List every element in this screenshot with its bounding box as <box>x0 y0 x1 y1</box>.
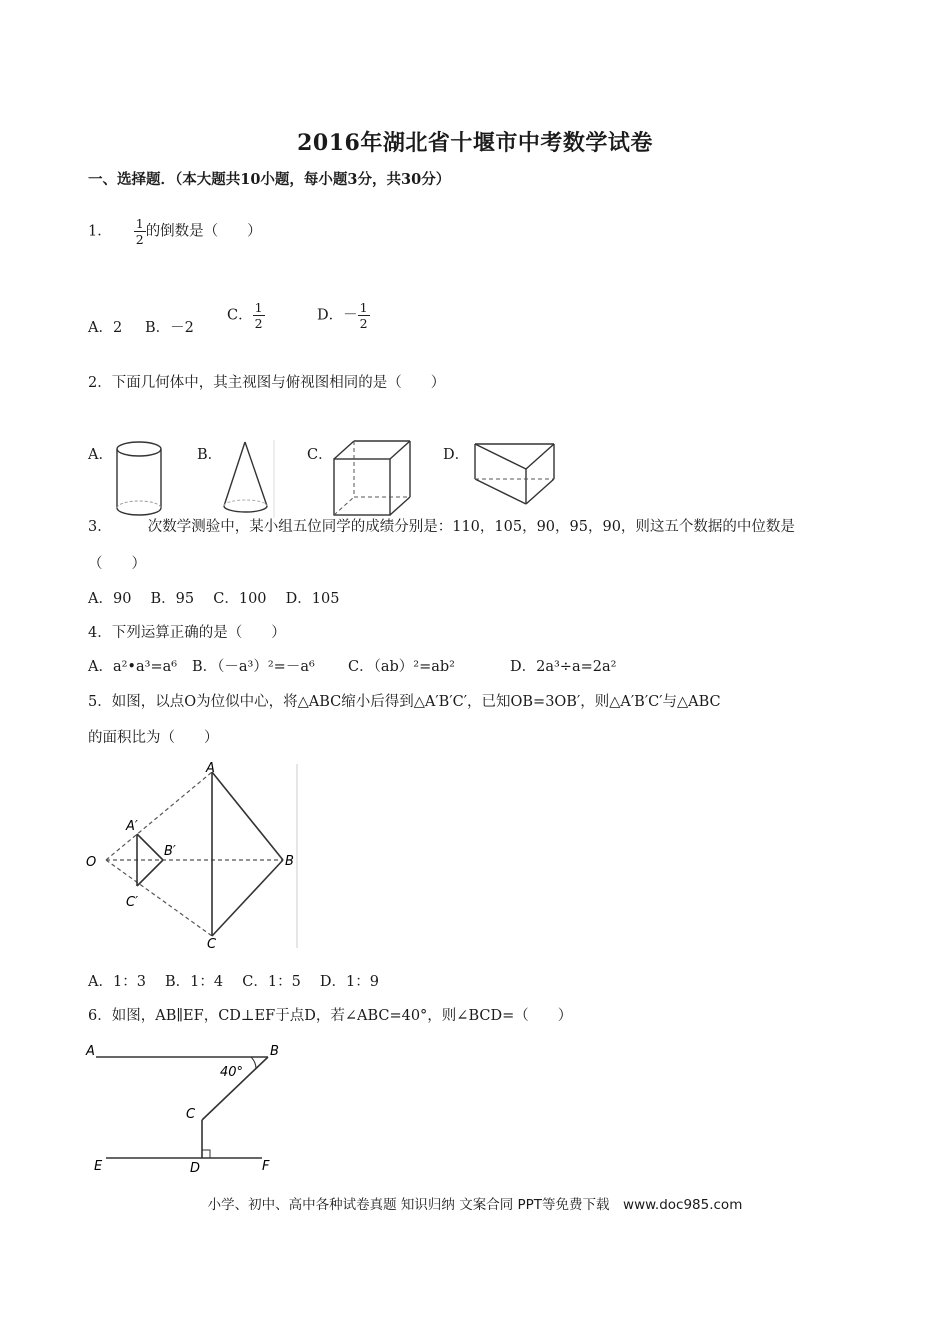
q4-option-b: B．（－a³）²=－a⁶ <box>192 659 315 675</box>
label-b: B <box>270 1044 279 1059</box>
label-c: C <box>186 1107 196 1122</box>
question-text: 次数学测验中，某小组五位同学的成绩分别是：110，105，90，95，90，则这五个数据的中位数是 <box>147 519 795 535</box>
question-5-line-1: 5．如图，以点O为位似中心，将△ABC缩小后得到△A′B′C′，已知OB=3OB′，则△A′B′C′与△ABC <box>88 694 721 710</box>
question-2: 2．下面几何体中，其主视图与俯视图相同的是（ ） <box>88 375 446 391</box>
label-o: O <box>86 855 97 870</box>
cylinder-figure <box>110 436 170 524</box>
triangular-prism-figure <box>466 438 561 508</box>
q2-option-d: D． <box>443 447 470 463</box>
q5-options: A．1：3 B．1：4 C．1：5 D．1：9 <box>88 974 379 990</box>
question-3-paren: （ ） <box>88 556 146 572</box>
cone-figure <box>220 438 290 518</box>
q1-option-b: B．－2 <box>145 320 194 336</box>
question-1 <box>88 216 262 247</box>
question-text: 的倒数是（ ） <box>145 223 262 240</box>
label-c: C <box>207 937 217 952</box>
label-e: E <box>94 1159 103 1174</box>
question-number: 3． <box>88 519 112 535</box>
label-a: A <box>86 1044 95 1059</box>
homothety-figure <box>80 760 310 955</box>
label-f: F <box>262 1159 270 1174</box>
parallel-lines-figure <box>84 1040 294 1180</box>
label-c-prime: C′ <box>126 895 139 910</box>
label-d: D <box>190 1161 201 1176</box>
q2-option-c: C． <box>307 447 333 463</box>
question-3 <box>88 515 795 536</box>
q3-options: A．90 B．95 C．100 D．105 <box>88 591 340 607</box>
q4-option-a: A．a²•a³=a⁶ <box>88 659 178 675</box>
q1-option-c: C． $\frac{1}{2}$ <box>227 300 263 331</box>
question-number: 1． <box>88 223 112 240</box>
cube-figure <box>328 438 418 522</box>
label-b: B <box>285 854 294 869</box>
q2-option-b: B． <box>197 447 223 463</box>
q4-option-d: D．2a³÷a=2a² <box>510 659 617 675</box>
label-b-prime: B′ <box>164 844 176 859</box>
q2-option-a: A． <box>88 447 113 463</box>
footer-banner: 小学、初中、高中各种试卷真题 知识归纳 文案合同 PPT等免费下载 www.doc985.com <box>207 1197 743 1213</box>
section-heading: 一、选择题．（本大题共10小题，每小题3分，共30分） <box>88 171 451 188</box>
q4-option-c: C．（ab）²=ab² <box>348 659 455 675</box>
fraction: $\frac{1}{2}$ <box>135 216 144 247</box>
question-4: 4．下列运算正确的是（ ） <box>88 625 286 641</box>
q1-option-d: D．－ $\frac{1}{2}$ <box>317 300 368 331</box>
q1-option-a: A．2 <box>88 320 123 336</box>
question-6: 6．如图，AB∥EF，CD⊥EF于点D，若∠ABC=40°，则∠BCD=（ ） <box>88 1008 573 1024</box>
angle-label: 40° <box>220 1065 244 1080</box>
label-a-prime: A′ <box>126 819 138 834</box>
question-5-line-2: 的面积比为（ ） <box>88 730 219 746</box>
label-a: A <box>206 761 215 776</box>
page-title: 2016年湖北省十堰市中考数学试卷 <box>297 130 653 156</box>
